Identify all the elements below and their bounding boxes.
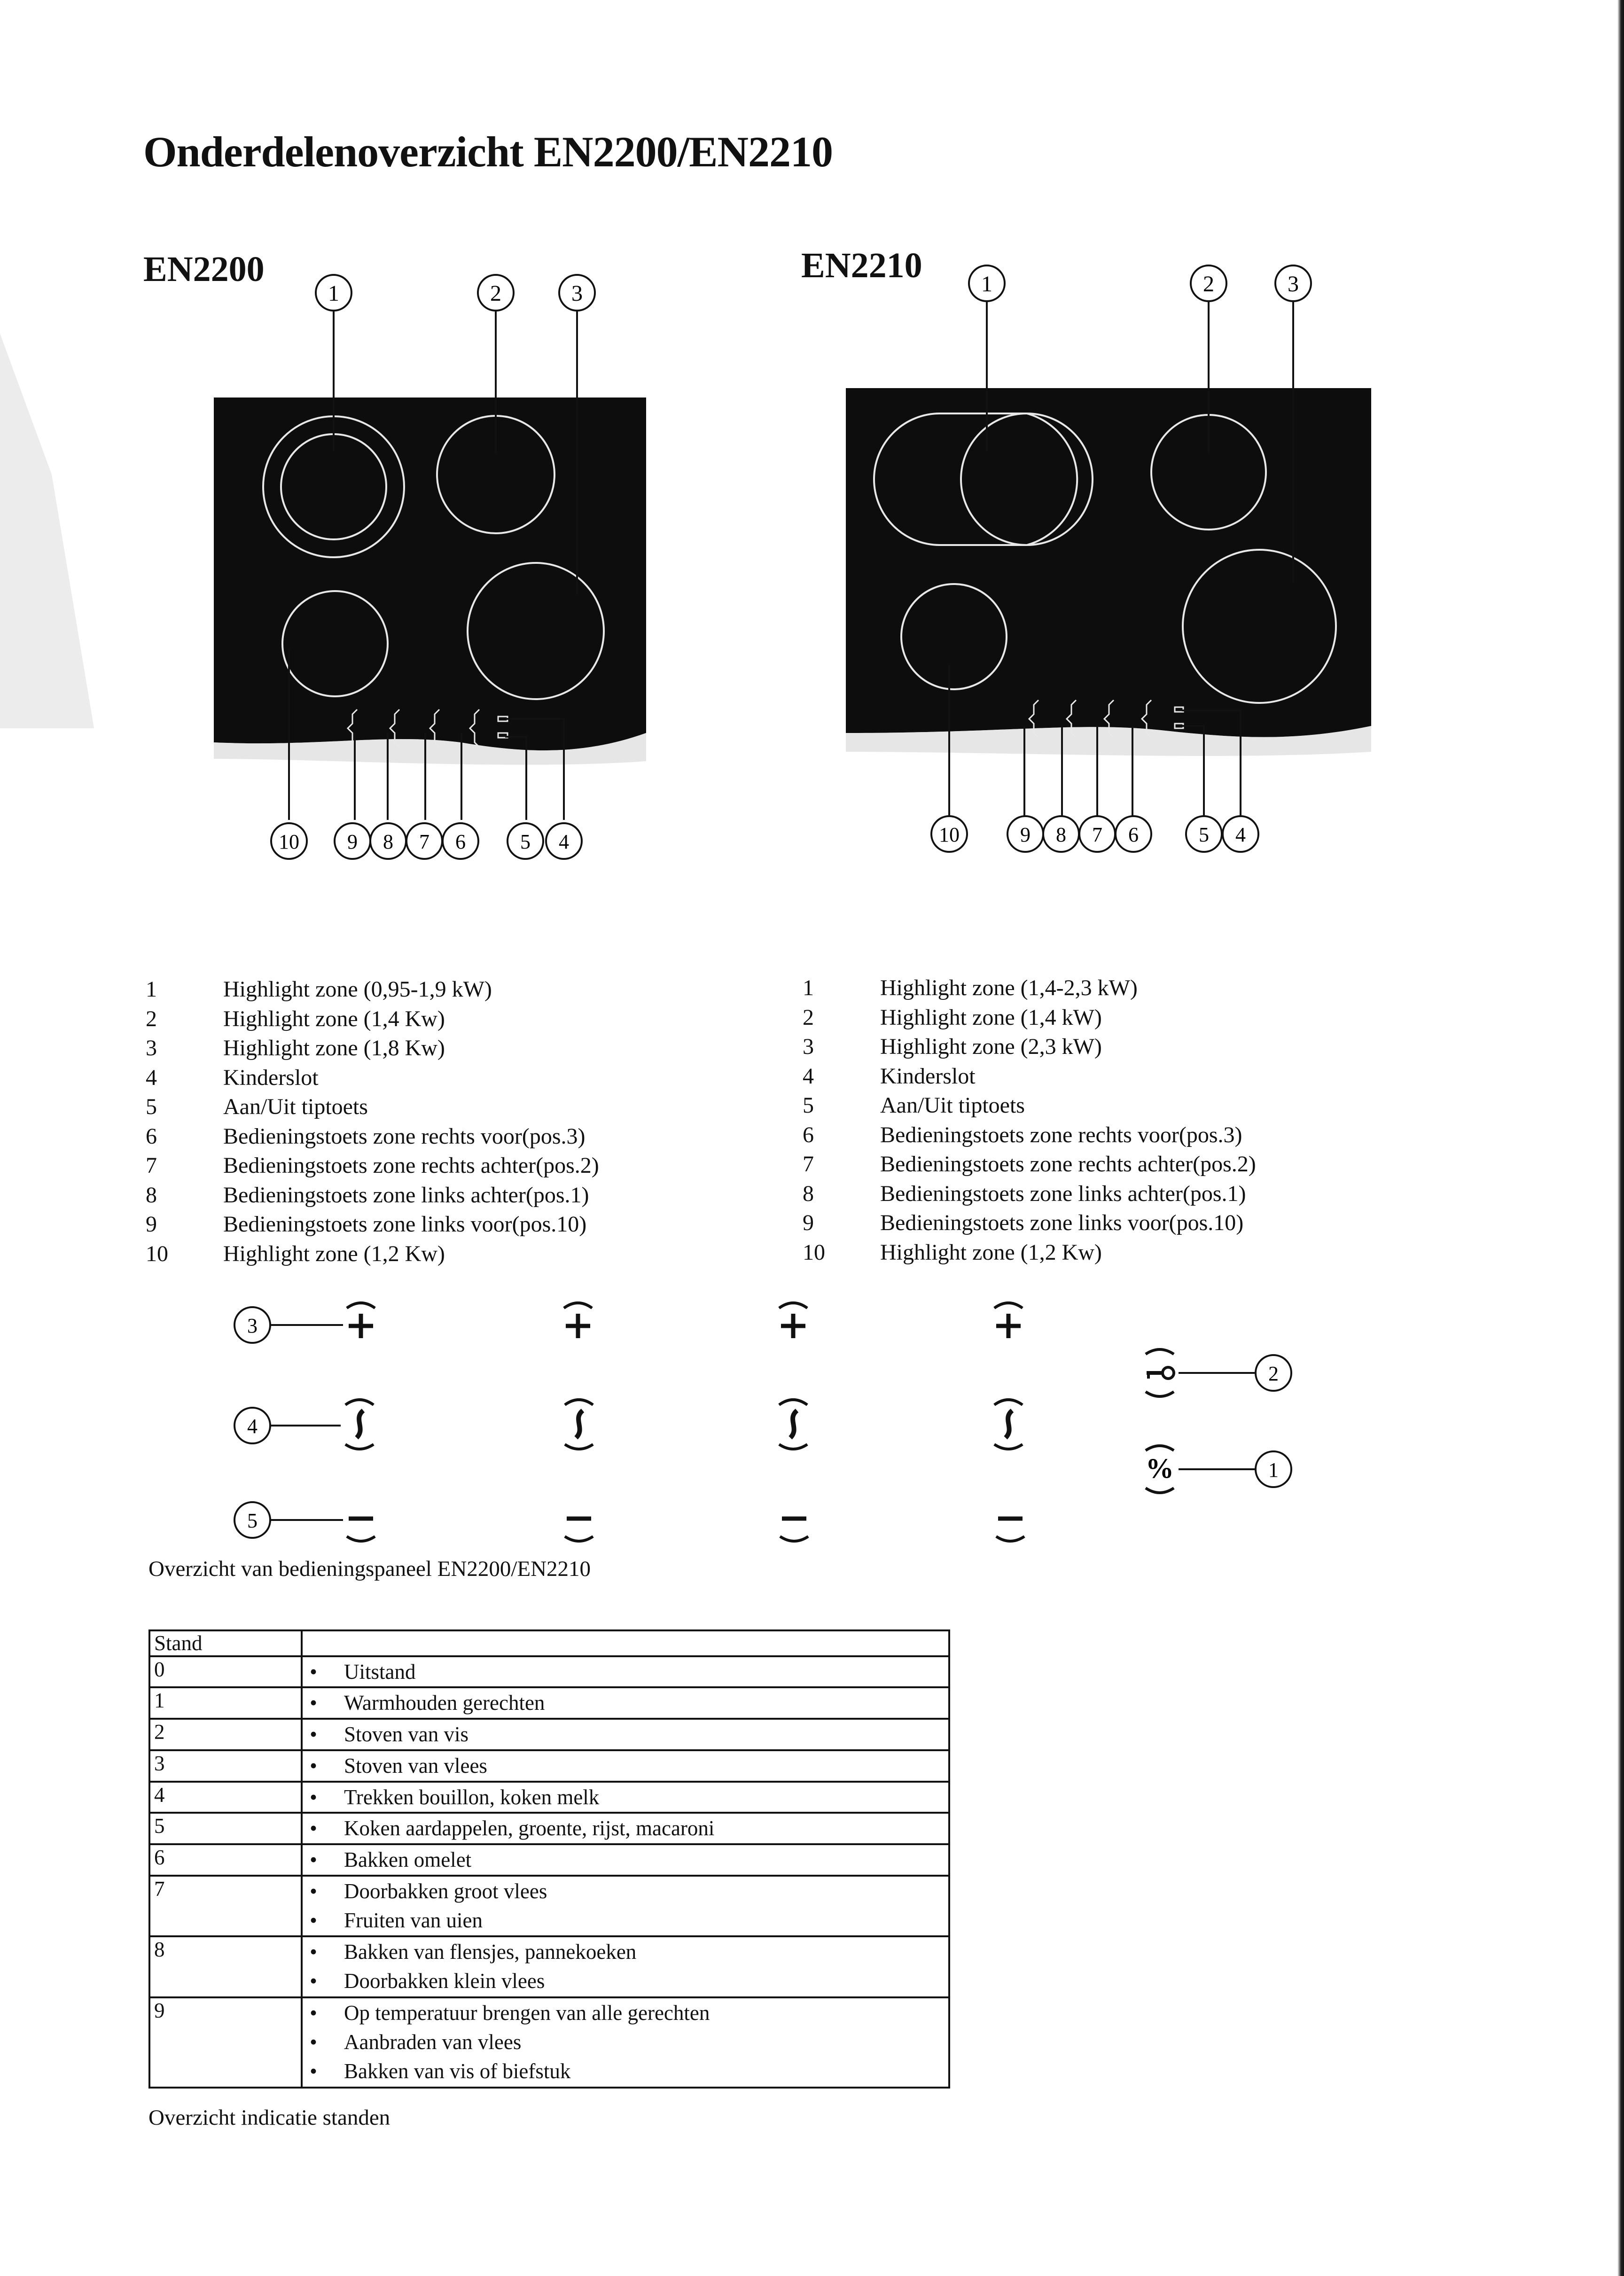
parts-list-item xyxy=(146,1210,757,1239)
stand-uses xyxy=(302,1997,949,2088)
svg-text:3: 3 xyxy=(1288,272,1299,296)
svg-text:5: 5 xyxy=(247,1509,258,1532)
stand-number: 4 xyxy=(149,1782,302,1813)
parts-list-item xyxy=(146,1181,757,1210)
stand-uses xyxy=(302,1719,949,1750)
parts-list-item xyxy=(803,1121,1460,1150)
svg-text:6: 6 xyxy=(455,830,466,853)
svg-text:1: 1 xyxy=(1268,1458,1279,1481)
parts-list-item xyxy=(146,1063,757,1093)
dual-zone-icon xyxy=(1146,1446,1174,1493)
list-item: • Stoven van vis xyxy=(344,1720,948,1749)
table-row xyxy=(149,1656,949,1688)
parts-list-item xyxy=(146,1239,757,1269)
stand-number: 3 xyxy=(149,1750,302,1782)
list-item: • Bakken van vis of biefstuk xyxy=(344,2057,948,2086)
stand-uses xyxy=(302,1876,949,1936)
parts-list-item xyxy=(803,1238,1460,1268)
table-header-stand: Stand xyxy=(149,1630,302,1656)
parts-list-item xyxy=(146,1034,757,1063)
stand-number: 7 xyxy=(149,1876,302,1936)
plus-icon xyxy=(779,1303,807,1338)
callout-9-en2210 xyxy=(1007,816,1043,852)
parts-list-item xyxy=(803,1150,1460,1179)
part-number: 9 xyxy=(803,1210,814,1235)
callout-1-en2200 xyxy=(316,275,351,311)
svg-text:4: 4 xyxy=(1235,823,1246,846)
panel-callout-4 xyxy=(234,1408,270,1443)
table-row xyxy=(149,1936,949,1997)
stand-use-list xyxy=(306,1877,948,1935)
part-description: Kinderslot xyxy=(223,1065,319,1090)
list-item: • Aanbraden van vlees xyxy=(344,2027,948,2057)
part-description: Bedieningstoets zone rechts voor(pos.3) xyxy=(880,1122,1242,1147)
svg-text:10: 10 xyxy=(279,830,299,853)
list-item: • Warmhouden gerechten xyxy=(344,1688,948,1717)
callout-9-en2200 xyxy=(335,823,370,859)
callouts-top-en2200 xyxy=(316,275,595,311)
callout-3-en2210 xyxy=(1275,265,1311,301)
svg-text:3: 3 xyxy=(571,281,583,306)
stand-use-list xyxy=(306,1937,948,1995)
parts-list-item xyxy=(803,1062,1460,1091)
callout-5-en2210 xyxy=(1186,816,1222,852)
stand-uses xyxy=(302,1936,949,1997)
callout-10-en2200 xyxy=(271,823,307,859)
list-item: • Op temperatuur brengen van alle gerechten xyxy=(344,1998,948,2027)
part-description: Highlight zone (2,3 kW) xyxy=(880,1034,1102,1059)
stand-table-caption: Overzicht indicatie standen xyxy=(148,2105,390,2130)
part-description: Bedieningstoets zone links voor(pos.10) xyxy=(223,1212,587,1237)
part-number: 6 xyxy=(803,1122,814,1147)
panel-callout-2 xyxy=(1256,1355,1291,1391)
svg-text:%: % xyxy=(1146,1453,1174,1484)
callout-1-en2210 xyxy=(969,265,1005,301)
list-item: • Bakken van flensjes, pannekoeken xyxy=(344,1937,948,1966)
stand-use-list xyxy=(306,1751,948,1780)
callout-3-en2200 xyxy=(559,275,595,311)
stand-use-list xyxy=(306,1998,948,2086)
list-item: • Koken aardappelen, groente, rijst, macaroni xyxy=(344,1814,948,1843)
table-row xyxy=(149,1687,949,1719)
part-number: 9 xyxy=(146,1212,157,1237)
callout-2-en2210 xyxy=(1191,265,1226,301)
callout-7-en2200 xyxy=(406,823,442,859)
parts-list-item xyxy=(803,1179,1460,1209)
minus-icon xyxy=(780,1519,808,1541)
list-item: • Trekken bouillon, koken melk xyxy=(344,1783,948,1812)
list-item: • Bakken omelet xyxy=(344,1845,948,1874)
callouts-bottom-en2200 xyxy=(271,823,582,859)
parts-list-item xyxy=(146,1151,757,1181)
svg-text:9: 9 xyxy=(1020,823,1031,846)
table-row xyxy=(149,1813,949,1844)
part-number: 2 xyxy=(146,1006,157,1031)
stand-number: 6 xyxy=(149,1844,302,1876)
parts-list-en2200 xyxy=(146,975,757,1269)
svg-text:5: 5 xyxy=(1199,823,1209,846)
part-number: 7 xyxy=(146,1153,157,1178)
plus-icon xyxy=(994,1303,1023,1338)
svg-text:2: 2 xyxy=(490,281,501,306)
panel-callout-3 xyxy=(234,1307,270,1343)
part-description: Aan/Uit tiptoets xyxy=(880,1093,1025,1118)
part-number: 10 xyxy=(146,1241,168,1266)
stand-uses xyxy=(302,1656,949,1688)
callout-2-en2200 xyxy=(478,275,514,311)
callout-4-en2210 xyxy=(1223,816,1258,852)
model-label-en2200: EN2200 xyxy=(143,249,265,289)
stand-number: 8 xyxy=(149,1936,302,1997)
callout-6-en2200 xyxy=(443,823,478,859)
list-item: • Stoven van vlees xyxy=(344,1751,948,1780)
stand-number: 5 xyxy=(149,1813,302,1844)
part-number: 4 xyxy=(803,1063,814,1089)
part-description: Kinderslot xyxy=(880,1063,976,1089)
part-description: Bedieningstoets zone rechts achter(pos.2) xyxy=(223,1153,599,1178)
part-number: 8 xyxy=(803,1181,814,1206)
part-description: Aan/Uit tiptoets xyxy=(223,1094,368,1119)
part-number: 8 xyxy=(146,1182,157,1208)
table-header-row xyxy=(149,1630,949,1656)
part-number: 5 xyxy=(803,1093,814,1118)
part-description: Highlight zone (1,2 Kw) xyxy=(223,1241,445,1266)
panel-callout-1 xyxy=(1256,1451,1291,1487)
svg-text:2: 2 xyxy=(1203,272,1214,296)
callout-8-en2210 xyxy=(1043,816,1079,852)
stand-use-list xyxy=(306,1783,948,1812)
list-item: • Uitstand xyxy=(344,1657,948,1686)
callout-10-en2210 xyxy=(931,816,967,852)
callout-7-en2210 xyxy=(1079,816,1115,852)
part-number: 4 xyxy=(146,1065,157,1090)
stand-table xyxy=(148,1629,950,2089)
svg-text:10: 10 xyxy=(939,823,960,846)
table-row xyxy=(149,1719,949,1750)
scan-edge xyxy=(1617,0,1624,2276)
svg-text:7: 7 xyxy=(1092,823,1102,846)
parts-list-item xyxy=(146,1092,757,1122)
stand-use-list xyxy=(306,1814,948,1843)
heat-wave-icon xyxy=(565,1400,593,1449)
part-number: 10 xyxy=(803,1239,825,1265)
part-number: 2 xyxy=(803,1005,814,1030)
hob-diagram-en2210 xyxy=(846,265,1371,852)
plus-icon xyxy=(564,1303,592,1338)
svg-text:6: 6 xyxy=(1128,823,1139,846)
table-row xyxy=(149,1997,949,2088)
minus-icon xyxy=(996,1519,1024,1541)
minus-icon xyxy=(565,1519,593,1541)
stand-uses xyxy=(302,1813,949,1844)
part-description: Bedieningstoets zone links achter(pos.1) xyxy=(880,1181,1246,1206)
parts-list-item xyxy=(803,974,1460,1003)
table-header-empty xyxy=(302,1630,949,1656)
panel-callout-5 xyxy=(234,1502,270,1538)
parts-list-item xyxy=(803,1208,1460,1238)
control-panel-overview xyxy=(0,1283,1624,1565)
part-number: 7 xyxy=(803,1152,814,1177)
callout-5-en2200 xyxy=(508,823,543,859)
part-number: 5 xyxy=(146,1094,157,1119)
callout-4-en2200 xyxy=(546,823,582,859)
svg-text:4: 4 xyxy=(247,1415,258,1438)
svg-text:1: 1 xyxy=(981,272,992,296)
stand-uses xyxy=(302,1750,949,1782)
svg-text:8: 8 xyxy=(1056,823,1066,846)
table-row xyxy=(149,1876,949,1936)
scan-shadow xyxy=(0,305,141,728)
heat-wave-icon xyxy=(779,1400,807,1449)
stand-uses xyxy=(302,1687,949,1719)
stand-use-list xyxy=(306,1720,948,1749)
list-item: • Doorbakken klein vlees xyxy=(344,1966,948,1995)
part-description: Highlight zone (1,2 Kw) xyxy=(880,1239,1102,1265)
callout-6-en2210 xyxy=(1116,816,1151,852)
part-description: Bedieningstoets zone rechts achter(pos.2) xyxy=(880,1152,1256,1177)
list-item: • Fruiten van uien xyxy=(344,1906,948,1935)
part-number: 6 xyxy=(146,1123,157,1149)
parts-list-item xyxy=(146,1005,757,1034)
part-description: Highlight zone (1,4 Kw) xyxy=(223,1006,445,1031)
part-description: Bedieningstoets zone links achter(pos.1) xyxy=(223,1182,589,1208)
parts-list-en2210 xyxy=(803,974,1460,1267)
svg-text:2: 2 xyxy=(1268,1362,1279,1385)
svg-text:4: 4 xyxy=(559,830,569,853)
svg-text:1: 1 xyxy=(328,281,339,306)
svg-text:9: 9 xyxy=(347,830,358,853)
plus-icon xyxy=(347,1303,375,1338)
table-row xyxy=(149,1844,949,1876)
parts-list-item xyxy=(803,1032,1460,1062)
part-description: Highlight zone (1,8 Kw) xyxy=(223,1036,445,1060)
minus-icon xyxy=(347,1519,375,1541)
model-label-en2210: EN2210 xyxy=(801,246,922,285)
stand-uses xyxy=(302,1782,949,1813)
part-description: Highlight zone (1,4 kW) xyxy=(880,1005,1102,1030)
part-number: 1 xyxy=(803,975,814,1000)
stand-uses xyxy=(302,1844,949,1876)
stand-use-list xyxy=(306,1688,948,1717)
callout-8-en2200 xyxy=(370,823,406,859)
parts-list-item xyxy=(146,1122,757,1152)
part-number: 3 xyxy=(803,1034,814,1059)
parts-list-item xyxy=(146,975,757,1005)
callouts-top-en2210 xyxy=(969,265,1311,301)
callouts-bottom-en2210 xyxy=(931,816,1258,852)
part-number: 3 xyxy=(146,1036,157,1060)
stand-use-list xyxy=(306,1845,948,1874)
table-row xyxy=(149,1782,949,1813)
part-description: Bedieningstoets zone rechts voor(pos.3) xyxy=(223,1123,586,1149)
parts-list-item xyxy=(803,1003,1460,1033)
svg-text:5: 5 xyxy=(520,830,531,853)
hob-diagrams xyxy=(0,0,1624,893)
control-panel-caption: Overzicht van bedieningspaneel EN2200/EN2210 xyxy=(148,1557,591,1581)
svg-text:7: 7 xyxy=(419,830,429,853)
stand-number: 2 xyxy=(149,1719,302,1750)
part-number: 1 xyxy=(146,977,157,1002)
heat-wave-icon xyxy=(345,1400,374,1449)
parts-list-item xyxy=(803,1091,1460,1121)
stand-number: 9 xyxy=(149,1997,302,2088)
heat-wave-icon xyxy=(994,1400,1023,1449)
part-description: Highlight zone (1,4-2,3 kW) xyxy=(880,975,1138,1000)
stand-number: 1 xyxy=(149,1687,302,1719)
key-lock-icon xyxy=(1146,1349,1174,1396)
table-row xyxy=(149,1750,949,1782)
svg-text:3: 3 xyxy=(247,1314,258,1337)
stand-number: 0 xyxy=(149,1656,302,1688)
hob-diagram-en2200 xyxy=(214,275,646,859)
part-description: Bedieningstoets zone links voor(pos.10) xyxy=(880,1210,1244,1235)
svg-text:8: 8 xyxy=(383,830,393,853)
list-item: • Doorbakken groot vlees xyxy=(344,1877,948,1906)
stand-use-list xyxy=(306,1657,948,1686)
page-title: Onderdelenoverzicht EN2200/EN2210 xyxy=(143,128,833,176)
part-description: Highlight zone (0,95-1,9 kW) xyxy=(223,977,492,1002)
